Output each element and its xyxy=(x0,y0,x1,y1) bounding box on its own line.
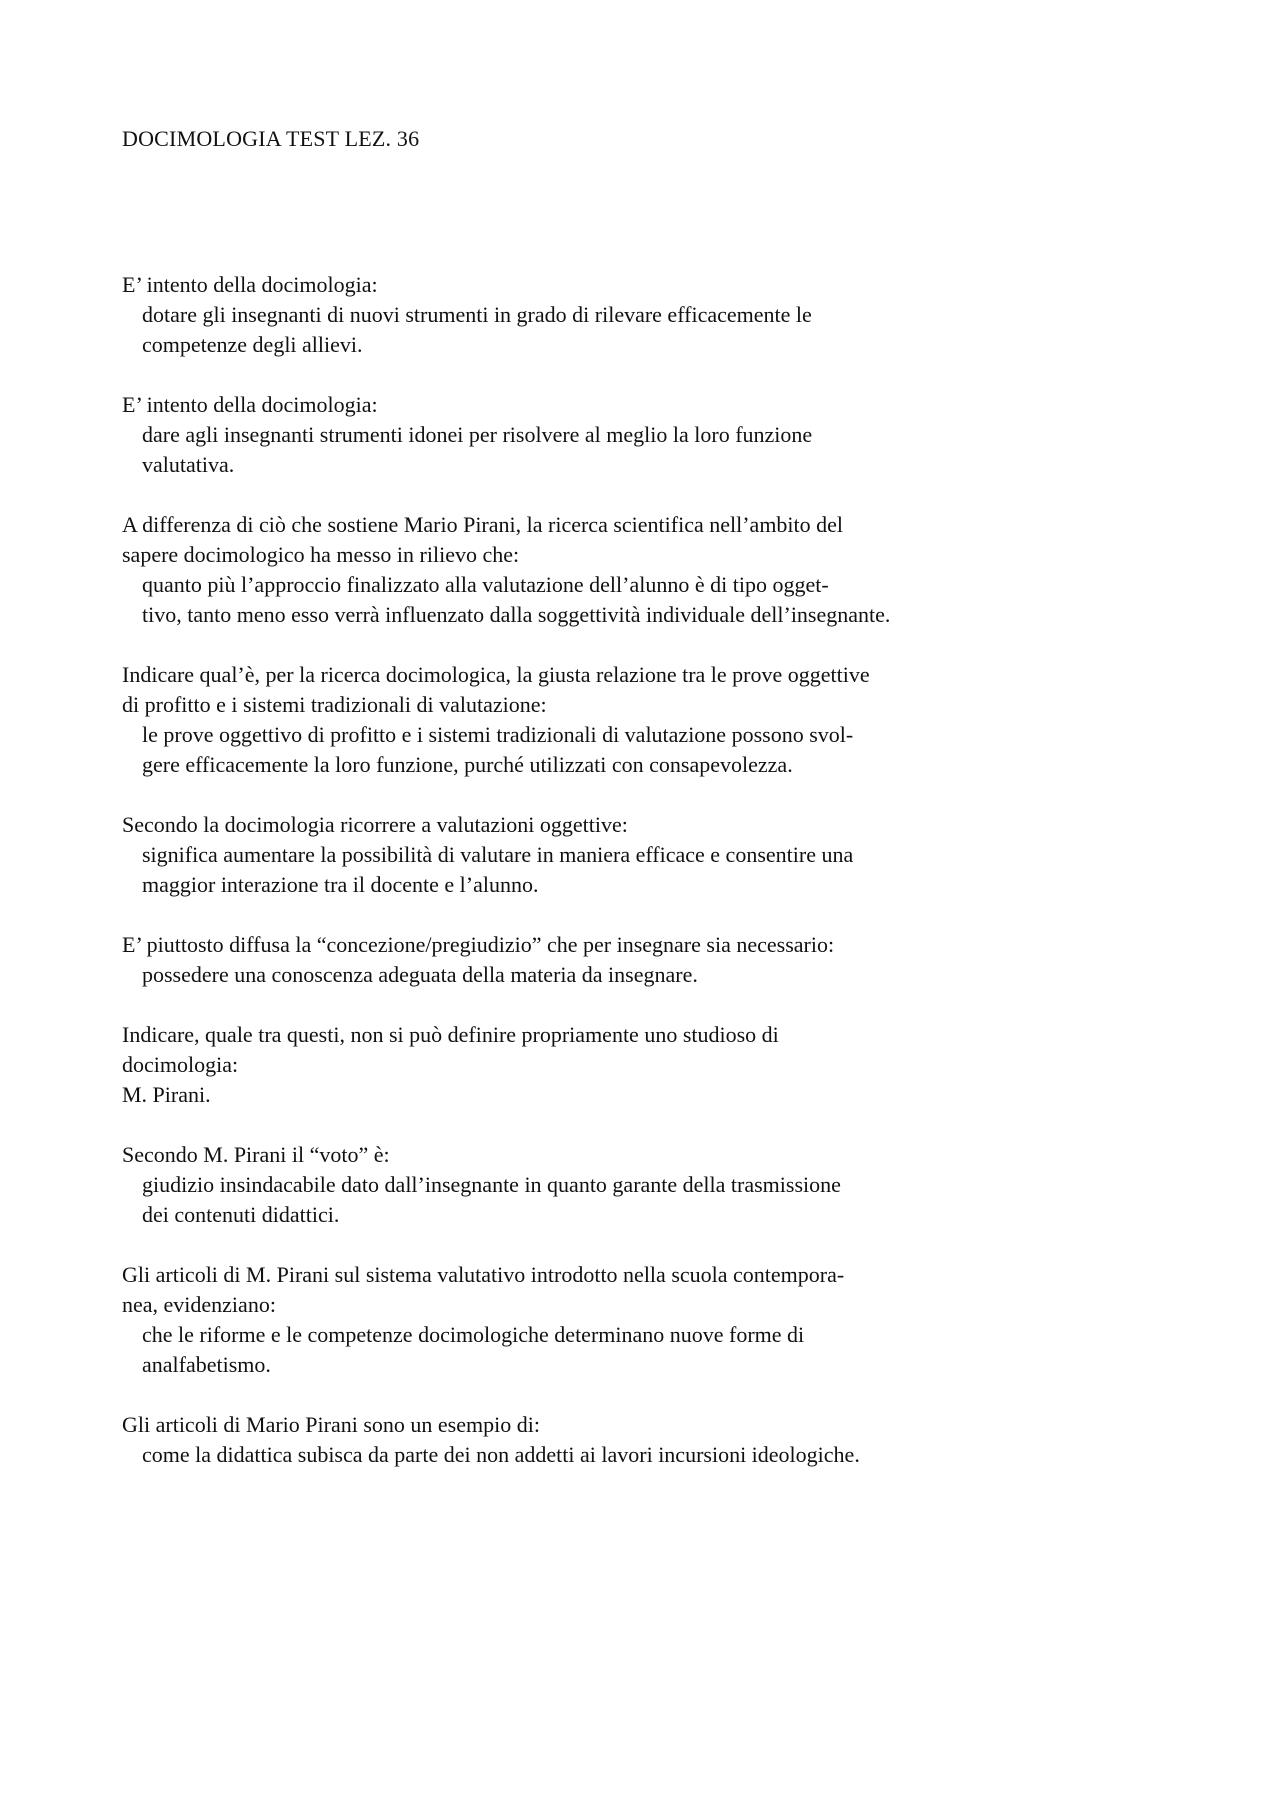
answer-line: significa aumentare la possibilità di valutare in maniera efficace e consentire una xyxy=(142,842,854,867)
answer-line: M. Pirani. xyxy=(122,1082,211,1107)
question-line: E’ piuttosto diffusa la “concezione/pregiudizio” che per insegnare sia necessario: xyxy=(122,932,835,957)
answer-line: gere efficacemente la loro funzione, purché utilizzati con consapevolezza. xyxy=(142,752,793,777)
answer-line: come la didattica subisca da parte dei non addetti ai lavori incursioni ideologiche. xyxy=(142,1442,860,1467)
question-item xyxy=(122,510,1122,630)
question-item xyxy=(122,270,1122,360)
question-line: Indicare qual’è, per la ricerca docimologica, la giusta relazione tra le prove oggettive xyxy=(122,662,870,687)
answer-line: maggior interazione tra il docente e l’alunno. xyxy=(142,872,539,897)
question-item xyxy=(122,930,1122,990)
answer-line: le prove oggettivo di profitto e i sistemi tradizionali di valutazione possono svol- xyxy=(142,722,854,747)
question-line: E’ intento della docimologia: xyxy=(122,392,378,417)
question-item xyxy=(122,1140,1122,1230)
question-line: Secondo la docimologia ricorrere a valutazioni oggettive: xyxy=(122,812,628,837)
answer-line: quanto più l’approccio finalizzato alla valutazione dell’alunno è di tipo ogget- xyxy=(142,572,829,597)
question-line: docimologia: xyxy=(122,1052,239,1077)
question-line: E’ intento della docimologia: xyxy=(122,272,378,297)
question-item xyxy=(122,810,1122,900)
answer-line: tivo, tanto meno esso verrà influenzato dalla soggettività individuale dell’insegnante. xyxy=(142,602,891,627)
question-line: Secondo M. Pirani il “voto” è: xyxy=(122,1142,390,1167)
question-line: Indicare, quale tra questi, non si può definire propriamente uno studioso di xyxy=(122,1022,779,1047)
question-line: di profitto e i sistemi tradizionali di valutazione: xyxy=(122,692,547,717)
question-item xyxy=(122,1020,1122,1110)
answer-line: competenze degli allievi. xyxy=(142,332,363,357)
answer-line: possedere una conoscenza adeguata della materia da insegnare. xyxy=(142,962,698,987)
answer-line: dei contenuti didattici. xyxy=(142,1202,340,1227)
question-item xyxy=(122,1260,1122,1380)
question-line: Gli articoli di M. Pirani sul sistema valutativo introdotto nella scuola contempora- xyxy=(122,1262,845,1287)
question-item xyxy=(122,1410,1122,1470)
question-item xyxy=(122,660,1122,780)
question-line: sapere docimologico ha messo in rilievo che: xyxy=(122,542,520,567)
answer-line: dare agli insegnanti strumenti idonei per risolvere al meglio la loro funzione xyxy=(142,422,813,447)
answer-line: dotare gli insegnanti di nuovi strumenti in grado di rilevare efficacemente le xyxy=(142,302,812,327)
answer-line: giudizio insindacabile dato dall’insegnante in quanto garante della trasmissione xyxy=(142,1172,841,1197)
question-line: nea, evidenziano: xyxy=(122,1292,276,1317)
document-title: DOCIMOLOGIA TEST LEZ. 36 xyxy=(122,126,420,151)
question-line: Gli articoli di Mario Pirani sono un esempio di: xyxy=(122,1412,540,1437)
question-item xyxy=(122,390,1122,480)
question-line: A differenza di ciò che sostiene Mario Pirani, la ricerca scientifica nell’ambito del xyxy=(122,512,844,537)
answer-line: che le riforme e le competenze docimologiche determinano nuove forme di xyxy=(142,1322,805,1347)
question-list xyxy=(122,270,1122,1500)
answer-line: analfabetismo. xyxy=(142,1352,271,1377)
answer-line: valutativa. xyxy=(142,452,235,477)
